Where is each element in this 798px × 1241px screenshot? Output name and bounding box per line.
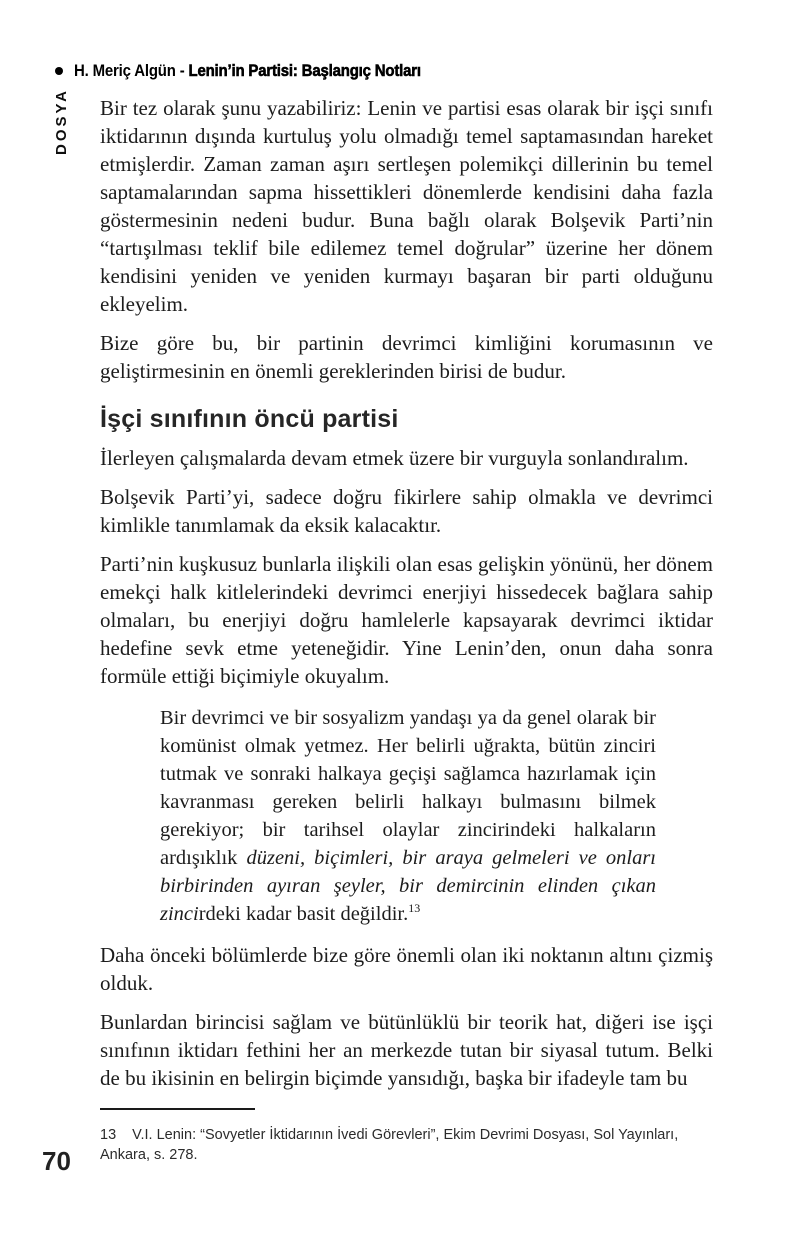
section-heading: İşçi sınıfının öncü partisi <box>100 405 399 433</box>
running-header-text <box>74 61 421 81</box>
bullet-icon <box>55 67 63 75</box>
quote-text: Bir devrimci ve bir sosyalizm yandaşı ya da genel olarak bir komünist olmak yetmez. Her belirli uğrakta, bütün zinciri tutmak ve sonraki halkaya geçişi sağlamca hazırlamak için kavranması gereken belirli halkayı bulmasını bilmek gerekiyor; bir tarihsel olaylar zincirindeki halkaların ardışıklık <box>160 707 656 869</box>
quote-text: rdeki kadar basit değildir. <box>198 903 409 925</box>
body-paragraph: Bolşevik Parti’yi, sadece doğru fikirlere sahip olmakla ve devrimci kimlikle tanımlamak da eksik kalacaktır. <box>100 485 713 537</box>
body-paragraph: Bize göre bu, bir partinin devrimci kimliğini korumasının ve geliştirmesinin en önemli gereklerinden birisi de budur. <box>100 331 713 383</box>
body-paragraph: Bunlardan birincisi sağlam ve bütünlüklü bir teorik hat, diğeri ise işçi sınıfının iktidarı fethini her an merkezde tutan bir siyasal tutum. Belki de bu ikisinin en belirgin biçimde yansıdığı, başka bir ifadeyle tam bu <box>100 1010 713 1090</box>
body-paragraph: Parti’nin kuşkusuz bunlarla ilişkili olan esas gelişkin yönünü, her dönem emekçi halk kitlelerindeki devrimci enerjiyi hissedecek bağlara sahip olmaları, bu enerjiyi doğru hamlelerle kapsayarak devrimci iktidar hedefine sevk etme yeteneğidir. Yine Lenin’den, onun daha sonra formüle ettiği biçimiyle okuyalım. <box>100 552 713 688</box>
footnote-separator <box>100 1108 255 1110</box>
footnote-text: V.I. Lenin: “Sovyetler İktidarının İvedi Görevleri”, Ekim Devrimi Dosyası, Sol Yayınları, Ankara, s. 278. <box>100 1126 679 1163</box>
footnote <box>100 1125 713 1165</box>
section-vertical-label: DOSYA <box>53 88 70 155</box>
running-header <box>55 61 468 81</box>
quote-italic-text: düzeni, biçimleri, bir araya gelmeleri ve onları birbirinden ayıran şeyler, bir demircinin elinden çıkan zinci <box>160 847 656 925</box>
footnote-number: 13 <box>100 1126 117 1143</box>
page-number: 70 <box>42 1146 71 1176</box>
page-body <box>100 94 713 1179</box>
header-book-title: Lenin’in Partisi: Başlangıç Notları <box>188 61 421 80</box>
block-quote <box>160 704 656 928</box>
body-paragraph: Bir tez olarak şunu yazabiliriz: Lenin ve partisi esas olarak bir işçi sınıfı iktidarının dışında kurtuluş yolu olmadığı temel saptamasından hareket etmişlerdir. Zaman zaman aşırı sertleşen polemikçi dillerinin bu temel saptamalarından sapma hissettikleri dönemlerde kendisini daha fazla göstermesinin nedeni budur. Buna bağlı olarak Bolşevik Parti’nin “tartışılması teklif bile edilemez temel doğrular” üzerine her dönem kendisini yeniden ve yeniden kurmayı başaran bir parti olduğunu ekleyelim. <box>100 96 713 316</box>
body-paragraph: Daha önceki bölümlerde bize göre önemli olan iki noktanın altını çizmiş olduk. <box>100 943 713 995</box>
footnote-reference: 13 <box>408 901 421 916</box>
body-paragraph: İlerleyen çalışmalarda devam etmek üzere bir vurguyla sonlandıralım. <box>100 446 689 470</box>
header-author: H. Meriç Algün - <box>74 61 189 80</box>
